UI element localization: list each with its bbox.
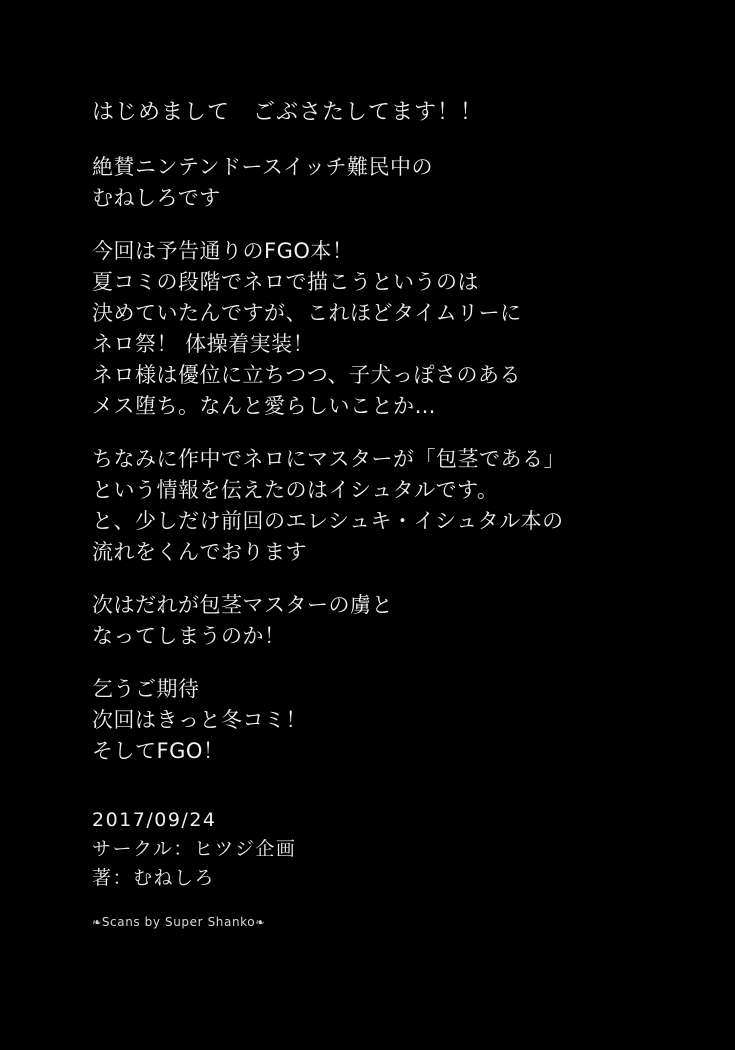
scan-credit <box>92 915 265 929</box>
afterword-line: ネロ様は優位に立ちつつ、子犬っぽさのある <box>92 363 521 387</box>
scan-credit-text: Scans by Super Shanko <box>101 915 256 929</box>
afterword-line: 決めていたんですが、これほどタイムリーに <box>92 301 522 325</box>
colophon-date: 2017/09/24 <box>92 809 217 831</box>
afterword-line: 夏コミの段階でネロで描こうというのは <box>92 270 479 294</box>
afterword-line: なってしまうのか！ <box>92 624 286 648</box>
afterword-text-body <box>92 96 652 789</box>
afterword-block-closing <box>92 674 652 767</box>
afterword-block-next-question <box>92 590 652 652</box>
afterword-line: という情報を伝えたのはイシュタルです。 <box>92 478 499 502</box>
afterword-line: むねしろです <box>92 186 221 210</box>
colophon-author: 著：むねしろ <box>92 867 216 889</box>
colophon <box>92 806 652 893</box>
afterword-block-about-book <box>92 236 652 422</box>
afterword-line: 流れをくんでおります <box>92 540 307 564</box>
afterword-line: 絶賛ニンテンドースイッチ難民中の <box>92 155 434 179</box>
afterword-line: と、少しだけ前回のエレシュキ・イシュタル本の <box>92 509 564 533</box>
afterword-line: ネロ祭！ 体操着実装！ <box>92 332 315 356</box>
afterword-line: はじめまして ごぶさたしてます！！ <box>92 100 484 125</box>
afterword-line: そしてFGO！ <box>92 739 225 763</box>
afterword-line: メス堕ち。なんと愛らしいことか… <box>92 394 436 418</box>
afterword-line: 次はだれが包茎マスターの虜と <box>92 593 393 617</box>
afterword-block-ishtar-note <box>92 444 652 568</box>
afterword-line: 次回はきっと冬コミ！ <box>92 708 307 732</box>
afterword-line: 今回は予告通りのFGO本！ <box>92 239 354 263</box>
colophon-circle: サークル：ヒツジ企画 <box>92 838 297 860</box>
afterword-line: ちなみに作中でネロにマスターが「包茎である」 <box>92 447 565 471</box>
flourish-right-icon: ❧ <box>255 916 266 929</box>
afterword-block-greeting <box>92 96 652 130</box>
afterword-line: 乞うご期待 <box>92 677 200 701</box>
flourish-left-icon: ❧ <box>92 916 102 929</box>
afterword-block-intro <box>92 152 652 214</box>
